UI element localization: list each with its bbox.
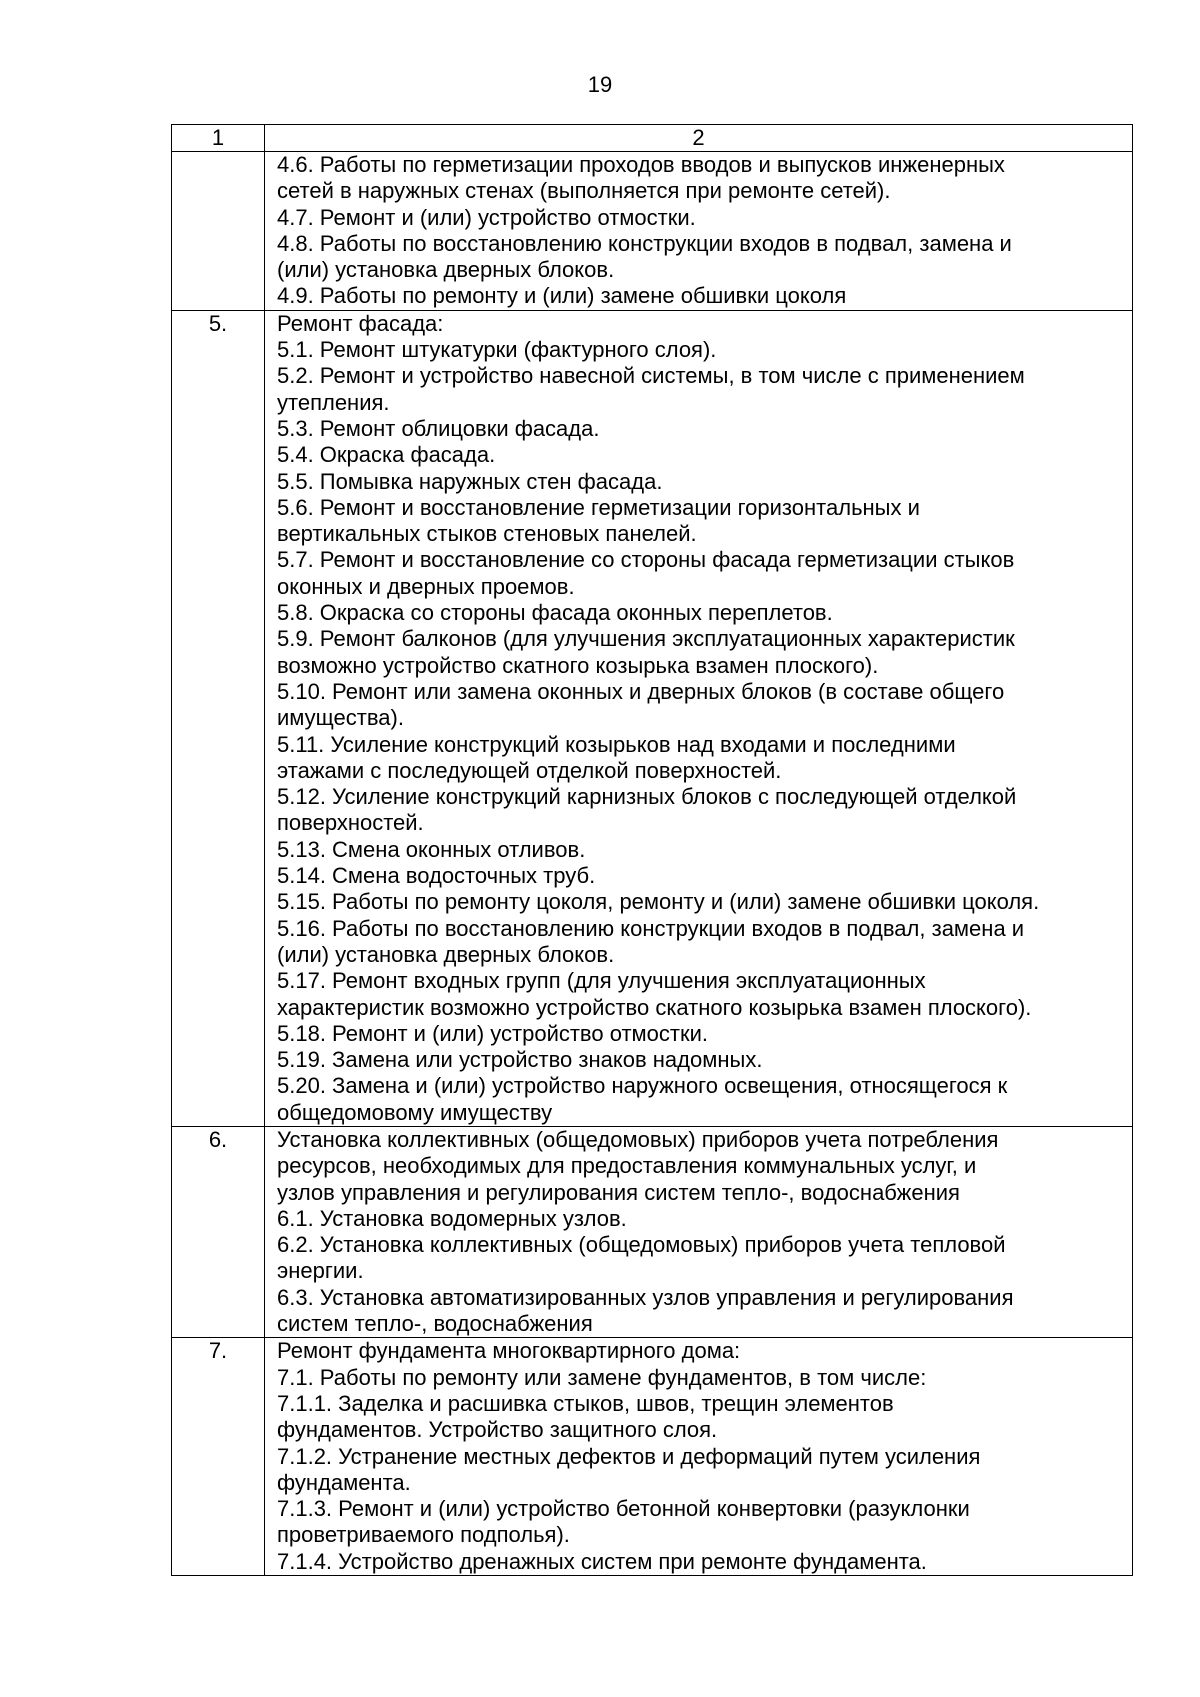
text-line: 6.2. Установка коллективных (общедомовых) приборов учета тепловой [277,1232,1006,1258]
text-line: 6.1. Установка водомерных узлов. [277,1205,627,1231]
text-line: вертикальных стыков стеновых панелей. [277,521,697,547]
text-line: Ремонт фундамента многоквартирного дома: [277,1338,741,1364]
text-line: Установка коллективных (общедомовых) приборов учета потребления [277,1126,999,1152]
row-content [265,1338,1133,1576]
text-line: 5.19. Замена или устройство знаков надомных. [277,1047,763,1073]
text-line: 6.3. Установка автоматизированных узлов управления и регулирования [277,1284,1014,1310]
text-line: общедомовому имуществу [277,1099,553,1125]
text-line: 7.1.3. Ремонт и (или) устройство бетонной конвертовки (разуклонки [277,1496,970,1522]
table-row [172,1126,1133,1337]
text-line: 4.6. Работы по герметизации проходов вводов и выпусков инженерных [277,152,1005,177]
text-line: 4.7. Ремонт и (или) устройство отмостки. [277,204,696,230]
table-row [172,152,1133,311]
text-line: 5.14. Смена водосточных труб. [277,863,596,889]
text-line: 5.11. Усиление конструкций козырьков над входами и последними [277,731,956,757]
row-content [265,152,1133,311]
row-content [265,1126,1133,1337]
text-line: 4.8. Работы по восстановлению конструкции входов в подвал, замена и [277,230,1012,256]
row-number: 6. [172,1126,265,1337]
header-col-2: 2 [265,125,1133,152]
text-line: узлов управления и регулирования систем тепло-, водоснабжения [277,1179,960,1205]
text-line: 5.4. Окраска фасада. [277,442,496,468]
text-line: 5.13. Смена оконных отливов. [277,836,586,862]
text-line: 7.1. Работы по ремонту или замене фундаментов, в том числе: [277,1364,927,1390]
text-line: систем тепло-, водоснабжения [277,1311,593,1337]
text-line: сетей в наружных стенах (выполняется при ремонте сетей). [277,178,891,204]
table-row [172,310,1133,1126]
text-line: 5.8. Окраска со стороны фасада оконных переплетов. [277,600,833,626]
works-table [171,124,1133,1576]
header-col-1: 1 [172,125,265,152]
text-line: 5.15. Работы по ремонту цоколя, ремонту и (или) замене обшивки цоколя. [277,889,1040,915]
text-line: 4.9. Работы по ремонту и (или) замене обшивки цоколя [277,283,847,309]
row-number: 5. [172,310,265,1126]
table-header-row [172,125,1133,152]
text-line: характеристик возможно устройство скатного козырька взамен плоского). [277,994,1032,1020]
text-line: Ремонт фасада: [277,310,444,336]
text-line: 5.3. Ремонт облицовки фасада. [277,415,600,441]
text-line: имущества). [277,705,404,731]
text-line: 7.1.1. Заделка и расшивка стыков, швов, трещин элементов [277,1390,894,1416]
text-line: (или) установка дверных блоков. [277,257,615,283]
text-line: 5.7. Ремонт и восстановление со стороны фасада герметизации стыков [277,547,1015,573]
text-line: 7.1.4. Устройство дренажных систем при ремонте фундамента. [277,1548,927,1574]
text-line: 5.1. Ремонт штукатурки (фактурного слоя). [277,337,717,363]
text-line: 5.10. Ремонт или замена оконных и дверных блоков (в составе общего [277,678,1005,704]
page-number: 19 [587,72,613,97]
text-line: 5.9. Ремонт балконов (для улучшения эксплуатационных характеристик [277,626,1015,652]
text-line: этажами с последующей отделкой поверхностей. [277,757,782,783]
text-line: 5.17. Ремонт входных групп (для улучшения эксплуатационных [277,968,926,994]
row-number: 7. [172,1338,265,1576]
text-line: фундаментов. Устройство защитного слоя. [277,1417,718,1443]
text-line: 5.6. Ремонт и восстановление герметизации горизонтальных и [277,494,920,520]
text-line: (или) установка дверных блоков. [277,941,615,967]
text-line: 5.18. Ремонт и (или) устройство отмостки. [277,1020,709,1046]
text-line: возможно устройство скатного козырька взамен плоского). [277,652,879,678]
text-line: 5.12. Усиление конструкций карнизных блоков с последующей отделкой [277,784,1017,810]
table-row [172,1338,1133,1576]
text-line: 5.20. Замена и (или) устройство наружного освещения, относящегося к [277,1073,1008,1099]
row-content [265,310,1133,1126]
text-line: 5.2. Ремонт и устройство навесной системы, в том числе с применением [277,363,1025,389]
text-line: 5.16. Работы по восстановлению конструкции входов в подвал, замена и [277,915,1025,941]
text-line: поверхностей. [277,810,424,836]
text-line: утепления. [277,389,390,415]
text-line: 7.1.2. Устранение местных дефектов и деформаций путем усиления [277,1443,981,1469]
text-line: проветриваемого подполья). [277,1522,570,1548]
text-line: оконных и дверных проемов. [277,573,575,599]
text-line: энергии. [277,1258,364,1284]
text-line: фундамента. [277,1469,411,1495]
row-number [172,152,265,311]
text-line: ресурсов, необходимых для предоставления коммунальных услуг, и [277,1153,977,1179]
text-line: 5.5. Помывка наружных стен фасада. [277,468,663,494]
